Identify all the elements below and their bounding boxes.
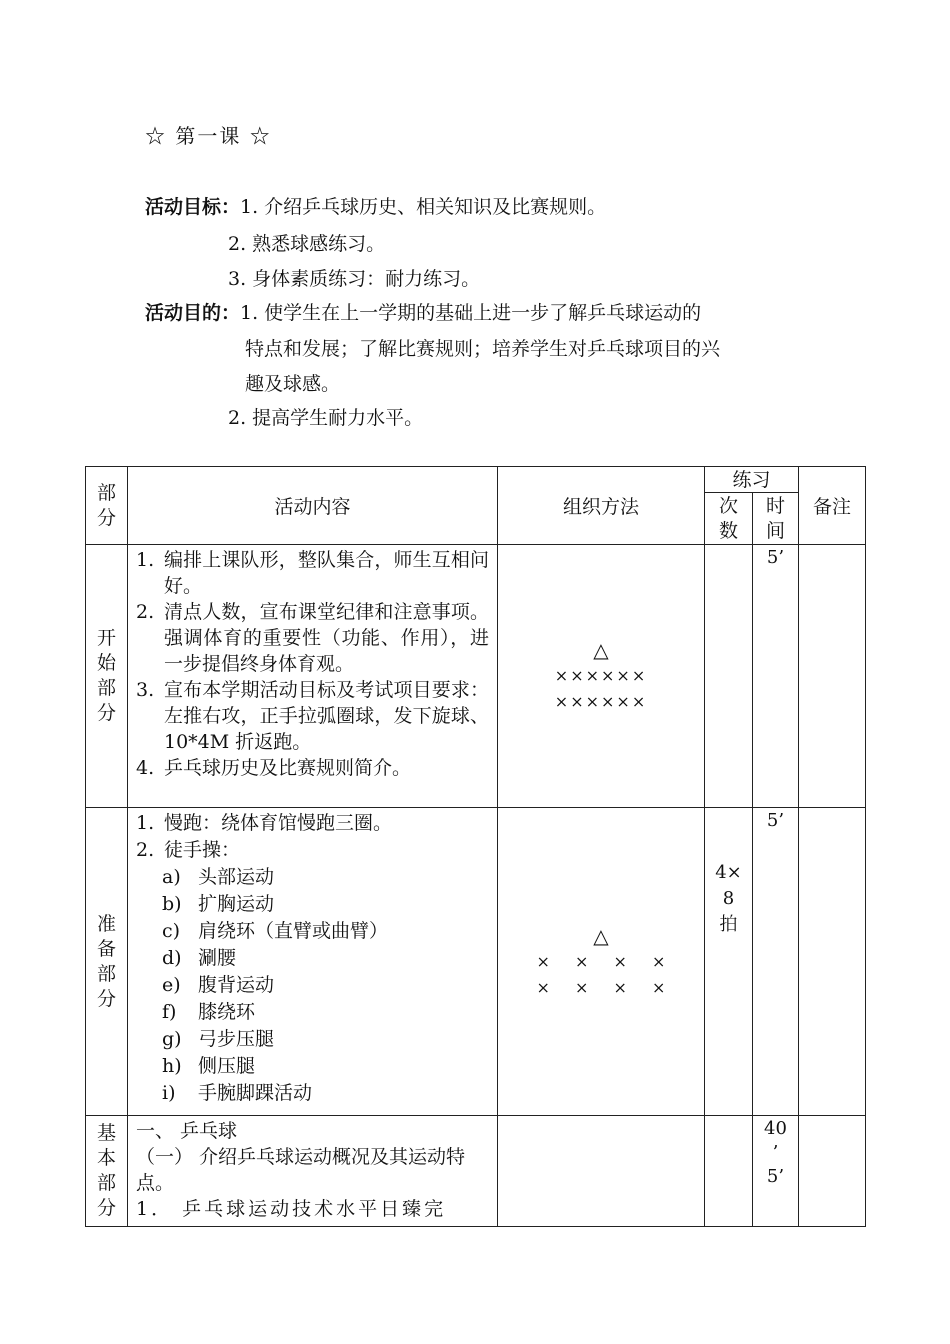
section-prep: 准备部分 — [86, 808, 128, 1116]
student-row: × × × × — [536, 977, 666, 997]
student-row: ×××××× — [554, 692, 648, 711]
header-notes: 备注 — [799, 467, 866, 545]
goals-line-1 — [145, 192, 606, 219]
purpose-line-1 — [145, 298, 701, 325]
content-basic — [128, 1116, 498, 1227]
student-row: × × × × — [536, 951, 666, 971]
purpose-item-2: 2. 提高学生耐力水平。 — [228, 407, 424, 429]
header-practice: 练习 — [705, 467, 799, 493]
section-basic: 基本部分 — [86, 1116, 128, 1227]
student-row: ×××××× — [554, 666, 648, 685]
sub-item: g) 弓步压腿 — [162, 1028, 275, 1050]
row-start — [86, 545, 866, 808]
header-row-1 — [86, 467, 866, 493]
sub-item: b) 扩胸运动 — [162, 893, 275, 915]
section-start: 开始部分 — [86, 545, 128, 808]
purpose-item-1-line-1: 1. 使学生在上一学期的基础上进一步了解乒乓球运动的 — [240, 302, 702, 324]
sub-item: e) 腹背运动 — [162, 974, 275, 996]
purpose-item-1-line-2: 特点和发展；了解比赛规则；培养学生对乒乓球项目的兴 — [245, 338, 721, 360]
times-prep: 4× 8 拍 — [705, 808, 753, 1116]
lesson-title: ☆ 第一课 ☆ — [145, 124, 272, 148]
list-item: 4. 乒乓球历史及比赛规则简介。 — [136, 757, 412, 779]
goal-item-1: 1. 介绍乒乓球历史、相关知识及比赛规则。 — [240, 196, 607, 218]
header-times: 次数 — [705, 493, 753, 545]
formation-basic — [498, 1116, 705, 1227]
basic-line: （一） 介绍乒乓球运动概况及其运动特点。 — [136, 1146, 466, 1194]
formation-start — [498, 545, 705, 808]
lesson-plan-table — [85, 466, 866, 1227]
list-item: 1. 编排上课队形，整队集合，师生互相问好。 — [136, 549, 489, 597]
sub-item: h) 侧压腿 — [162, 1055, 256, 1077]
header-content: 活动内容 — [128, 467, 498, 545]
goal-item-3: 3. 身体素质练习：耐力练习。 — [228, 268, 481, 290]
duration-start: 5’ — [753, 545, 799, 808]
duration-prep: 5’ — [753, 808, 799, 1116]
header-section: 部分 — [86, 467, 128, 545]
basic-line: 一、 乒乓球 — [136, 1120, 238, 1142]
teacher-marker: △ — [593, 923, 609, 948]
purpose-item-1-line-3: 趣及球感。 — [245, 373, 341, 395]
header-method: 组织方法 — [498, 467, 705, 545]
sub-item: a) 头部运动 — [162, 866, 275, 888]
row-prep — [86, 808, 866, 1116]
times-start — [705, 545, 753, 808]
sub-item: d) 涮腰 — [162, 947, 237, 969]
sub-item: f) 膝绕环 — [162, 1001, 256, 1023]
notes-prep — [799, 808, 866, 1116]
times-basic — [705, 1116, 753, 1227]
purpose-label: 活动目的： — [145, 302, 241, 324]
sub-item: i) 手腕脚踝活动 — [162, 1082, 313, 1104]
content-prep — [128, 808, 498, 1116]
header-duration: 时间 — [753, 493, 799, 545]
row-basic — [86, 1116, 866, 1227]
basic-line: 1． 乒乓球运动技术水平日臻完 — [136, 1198, 447, 1220]
goals-label: 活动目标： — [145, 196, 241, 218]
formation-prep — [498, 808, 705, 1116]
content-start — [128, 545, 498, 808]
teacher-marker: △ — [593, 638, 609, 662]
list-item: 2. 徒手操： — [136, 839, 241, 861]
list-item: 2. 清点人数，宣布课堂纪律和注意事项。强调体育的重要性（功能、作用），进一步提倡终身体育观。 — [136, 601, 489, 675]
sub-item: c) 肩绕环（直臂或曲臂） — [162, 920, 389, 942]
notes-basic — [799, 1116, 866, 1227]
list-item: 1. 慢跑：绕体育馆慢跑三圈。 — [136, 812, 393, 834]
duration-basic: 40 ’ 5’ — [753, 1116, 799, 1227]
list-item: 3. 宣布本学期活动目标及考试项目要求：左推右攻，正手拉弧圈球，发下旋球、10*4M 折返跑。 — [136, 679, 489, 753]
goal-item-2: 2. 熟悉球感练习。 — [228, 233, 386, 255]
notes-start — [799, 545, 866, 808]
